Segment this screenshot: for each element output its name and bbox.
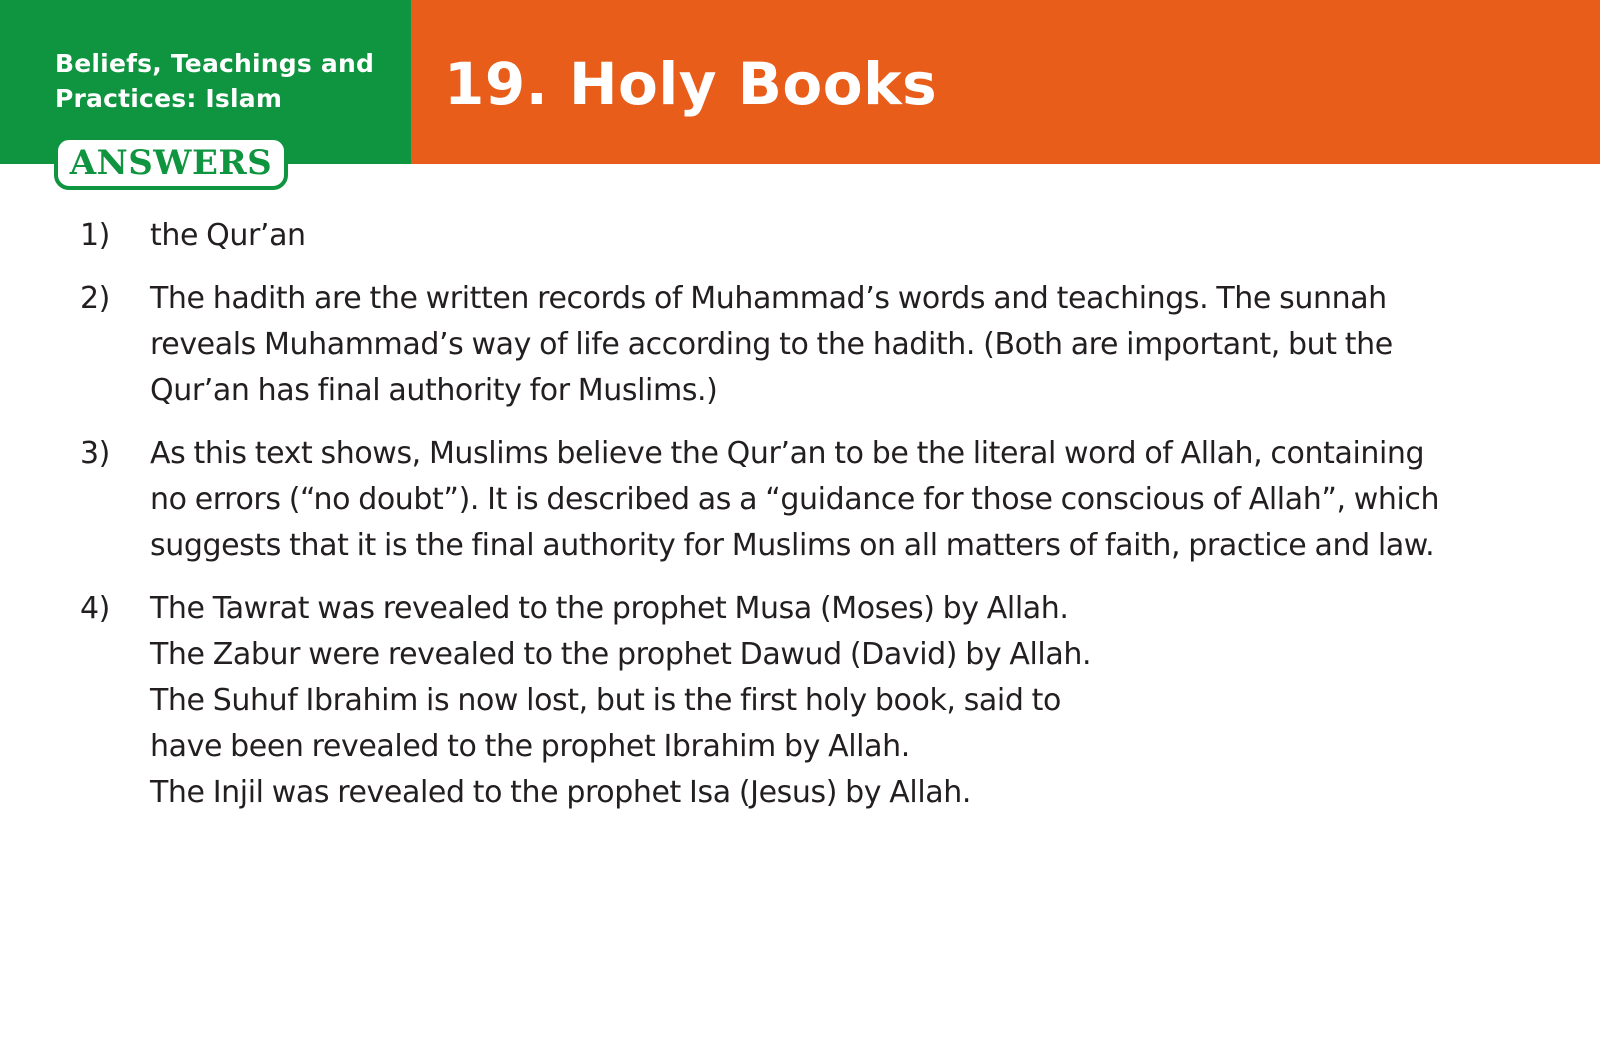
answer-number: 3) xyxy=(80,436,110,471)
answer-line: Qur’an has final authority for Muslims.) xyxy=(150,373,718,408)
answer-item xyxy=(80,276,1590,414)
answer-line: suggests that it is the final authority for Muslims on all matters of faith, practice and law. xyxy=(150,528,1435,563)
answer-line: reveals Muhammad’s way of life according to the hadith. (Both are important, but the xyxy=(150,327,1393,362)
topic-line-1: Beliefs, Teachings and xyxy=(55,49,375,78)
page-title: 19. Holy Books xyxy=(444,50,938,118)
answer-line: The hadith are the written records of Muhammad’s words and teachings. The sunnah xyxy=(150,281,1387,316)
answer-item xyxy=(80,213,1590,259)
answer-number: 4) xyxy=(80,591,110,626)
answer-line: The Tawrat was revealed to the prophet Musa (Moses) by Allah. xyxy=(150,591,1069,626)
answer-line: As this text shows, Muslims believe the Qur’an to be the literal word of Allah, containing xyxy=(150,436,1425,471)
answer-line: no errors (“no doubt”). It is described as a “guidance for those conscious of Allah”, which xyxy=(150,482,1440,517)
answer-line: The Zabur were revealed to the prophet Dawud (David) by Allah. xyxy=(150,637,1092,672)
topic-line-2: Practices: Islam xyxy=(55,84,283,113)
answer-item xyxy=(80,586,1590,816)
answer-item xyxy=(80,431,1590,569)
answer-line: have been revealed to the prophet Ibrahim by Allah. xyxy=(150,729,910,764)
answers-list xyxy=(80,213,1590,833)
topic-label xyxy=(55,46,395,116)
answer-number: 2) xyxy=(80,281,110,316)
answers-badge: ANSWERS xyxy=(54,136,288,190)
answer-line: The Injil was revealed to the prophet Isa (Jesus) by Allah. xyxy=(150,775,972,810)
answer-line: the Qur’an xyxy=(150,218,306,253)
answer-line: The Suhuf Ibrahim is now lost, but is the first holy book, said to xyxy=(150,683,1061,718)
page-header xyxy=(0,0,1600,183)
answer-number: 1) xyxy=(80,218,110,253)
